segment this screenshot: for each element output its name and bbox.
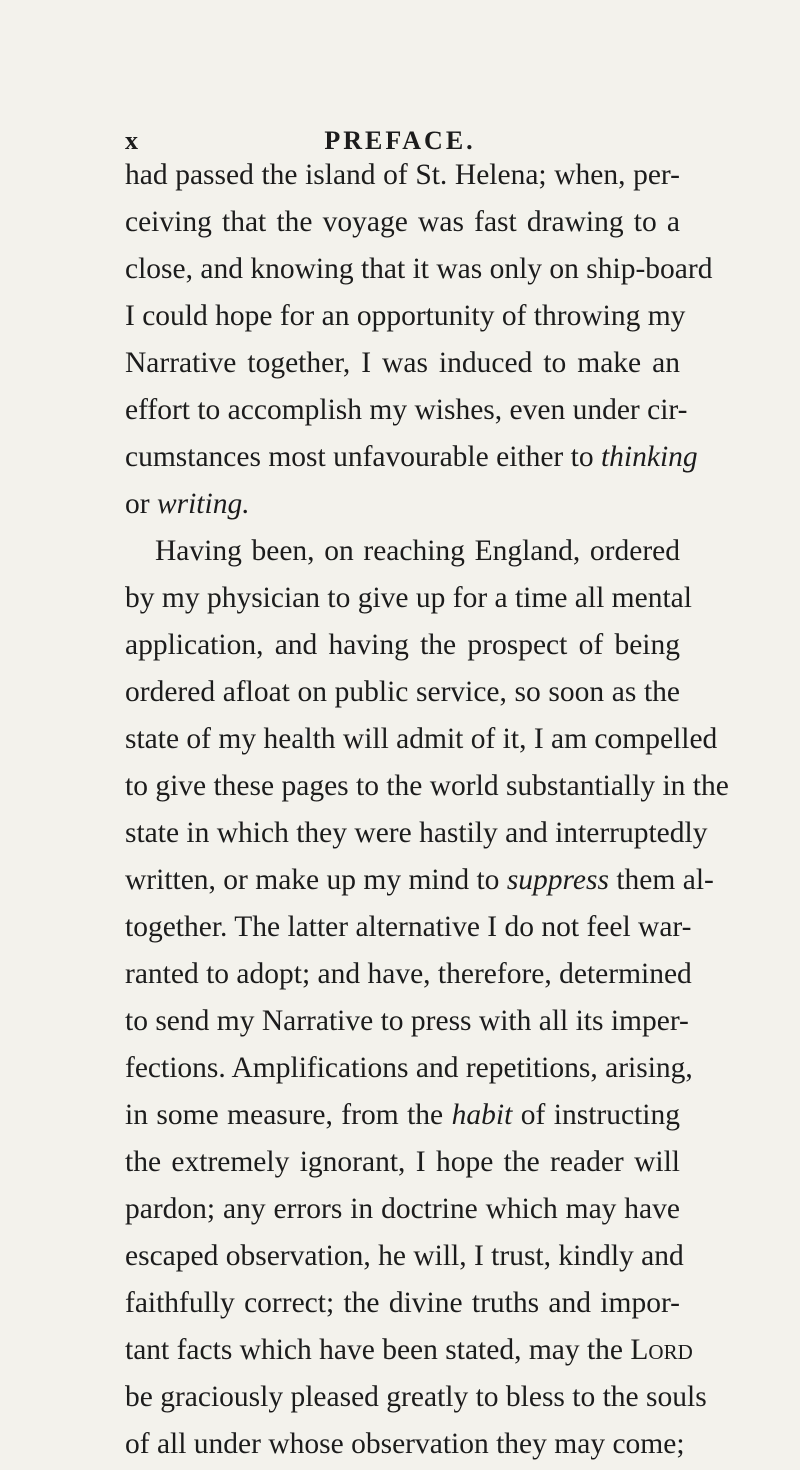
text-line-22: the extremely ignorant, I hope the reader will	[125, 1146, 680, 1178]
text-line-20: fections. Amplifications and repetitions, arising,	[125, 1052, 693, 1084]
page-number: x	[125, 126, 139, 155]
small-caps-word-lord: Lord	[630, 1334, 693, 1366]
text-line-26	[125, 1327, 693, 1374]
italic-word-habit: habit	[451, 1099, 513, 1131]
text-line-14: to give these pages to the world substantially in the	[125, 770, 729, 802]
text-line-3: close, and knowing that it was only on ship-board	[125, 253, 713, 285]
text-line-17: together. The latter alternative I do not feel war-	[125, 911, 692, 943]
text-line-6: effort to accomplish my wishes, even under cir-	[125, 394, 688, 426]
text-line-21-end: of instructing	[512, 1099, 680, 1131]
italic-word-thinking: thinking	[600, 441, 698, 473]
text-line-15: state in which they were hastily and interruptedly	[125, 817, 708, 849]
running-head-title: PREFACE.	[324, 126, 476, 155]
text-line-8-start: or	[125, 488, 157, 520]
text-line-19: to send my Narrative to press with all its imper-	[125, 1005, 689, 1037]
text-line-7-start: cumstances most unfavourable either to	[125, 441, 601, 473]
italic-word-suppress: suppress	[506, 864, 609, 896]
text-line-21-start: in some measure, from the	[125, 1099, 452, 1131]
text-line-4: I could hope for an opportunity of throwing my	[125, 300, 686, 332]
text-line-1: had passed the island of St. Helena; when, per-	[125, 159, 680, 191]
text-line-27: be graciously pleased greatly to bless to the souls	[125, 1381, 707, 1413]
text-line-2: ceiving that the voyage was fast drawing to a	[125, 206, 680, 238]
text-line-5: Narrative together, I was induced to make an	[125, 347, 680, 379]
text-line-10: by my physician to give up for a time all mental	[125, 582, 692, 614]
text-line-9: Having been, on reaching England, ordered	[155, 535, 680, 567]
text-line-13: state of my health will admit of it, I am compelled	[125, 723, 718, 755]
text-line-7	[125, 434, 698, 481]
text-line-21	[125, 1092, 680, 1139]
text-line-28: of all under whose observation they may come;	[125, 1428, 685, 1460]
text-line-18: ranted to adopt; and have, therefore, determined	[125, 958, 692, 990]
text-line-26-start: tant facts which have been stated, may the	[125, 1334, 631, 1366]
text-line-25: faithfully correct; the divine truths and impor-	[125, 1287, 680, 1319]
text-line-16-end: them al-	[608, 864, 714, 896]
text-line-16-start: written, or make up my mind to	[125, 864, 507, 896]
text-line-16	[125, 857, 714, 904]
italic-word-writing: writing.	[156, 488, 250, 520]
text-line-24: escaped observation, he will, I trust, kindly and	[125, 1240, 684, 1272]
text-line-23: pardon; any errors in doctrine which may have	[125, 1193, 680, 1225]
preface-body-text	[125, 152, 729, 1468]
text-line-11: application, and having the prospect of being	[125, 629, 680, 661]
text-line-8	[125, 481, 680, 528]
text-line-12: ordered afloat on public service, so soon as the	[125, 676, 680, 708]
